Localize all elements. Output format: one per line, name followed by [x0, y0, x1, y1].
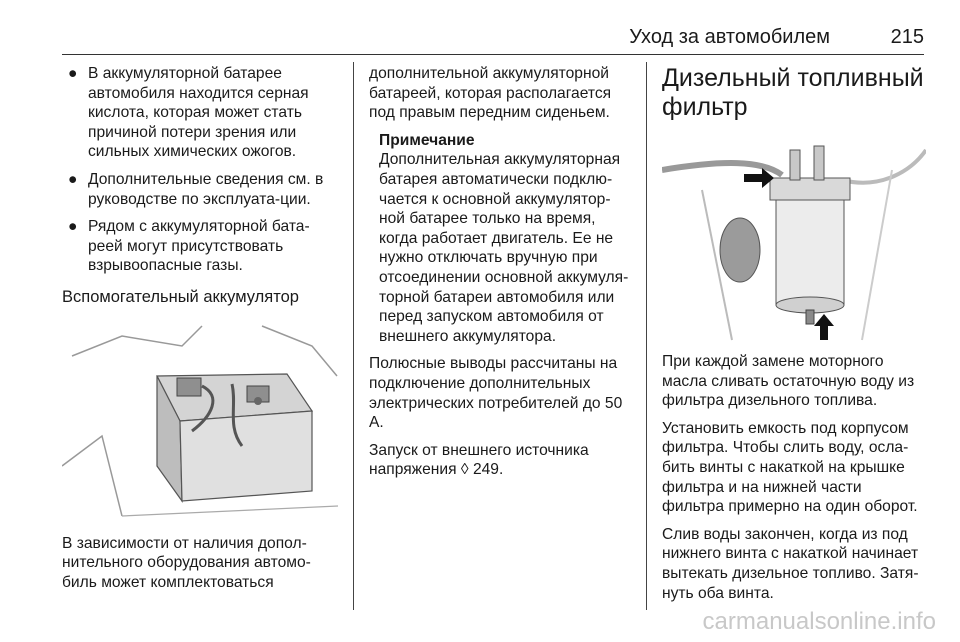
list-item-text: Рядом с аккумуляторной бата-реей могут присутствовать взрывоопасные газы.: [88, 218, 310, 275]
paragraph-container: Установить емкость под корпусом фильтра. Чтобы слить воду, осла-бить винты с накаткой на крышке фильтра и на нижней части фильтра примерно на один оборот.: [662, 419, 918, 516]
watermark: carmanualsonline.info: [702, 608, 936, 635]
note-text: Дополнительная аккумуляторная батарея автоматически подклю-чается к основной аккумулятор-ной батарее только на время, когда работает двигатель. Ее не нужно отключать вручную при отсоединении основной аккумуля-торной батареи автомобиля или перед запуском автомобиля от внешнего аккумулятора.: [379, 151, 629, 345]
list-item: [62, 170, 340, 209]
note-heading: Примечание: [379, 131, 475, 149]
column-divider-1: [353, 62, 354, 610]
bullet-icon: ●: [68, 218, 78, 236]
column-3: [662, 64, 926, 611]
warning-list: [62, 64, 340, 276]
header-rule: [62, 54, 924, 55]
arrow-reference-icon: ◊: [460, 461, 469, 479]
list-item: [62, 217, 340, 276]
paragraph-after-figure: В зависимости от наличия допол-нительного оборудования автомо-биль может комплектоваться: [62, 534, 311, 591]
paragraph-drain-done: Слив воды закончен, когда из под нижнего винта с накаткой начинает вытекать дизельное топливо. Затя-нуть оба винта.: [662, 525, 919, 602]
page-number: 215: [890, 26, 924, 48]
jump-start-text: Запуск от внешнего источника напряжения: [369, 441, 589, 479]
page-header: [62, 26, 924, 56]
paragraph-terminals: Полюсные выводы рассчитаны на подключение дополнительных электрических потребителей до 50 А.: [369, 355, 623, 432]
subheading-aux-battery: Вспомогательный аккумулятор: [62, 287, 299, 306]
column-divider-2: [646, 62, 647, 610]
section-title-diesel-filter: Дизельный топливный фильтр: [662, 64, 924, 121]
list-item-text: В аккумуляторной батарее автомобиля находится серная кислота, которая может стать причиной потери зрения или сильных химических ожогов.: [88, 65, 309, 161]
paragraph-oil-change: При каждой замене моторного масла сливать остаточную воду из фильтра дизельного топлива.: [662, 353, 915, 410]
auxiliary-battery-illustration: [62, 316, 338, 524]
bullet-icon: ●: [68, 170, 78, 188]
paragraph-intro: дополнительной аккумуляторной батареей, которая располагается под правым передним сиденьем.: [369, 65, 612, 122]
list-item: [62, 64, 340, 162]
header-title: Уход за автомобилем: [629, 26, 830, 48]
list-item-text: Дополнительные сведения см. в руководстве по эксплуата-ции.: [88, 170, 324, 208]
bullet-icon: ●: [68, 65, 78, 82]
reference-page-link[interactable]: 249.: [472, 461, 504, 479]
paragraph-jump-start: [369, 441, 633, 480]
column-1: [62, 64, 340, 600]
diesel-fuel-filter-illustration: [662, 130, 926, 342]
column-2: [369, 64, 633, 488]
